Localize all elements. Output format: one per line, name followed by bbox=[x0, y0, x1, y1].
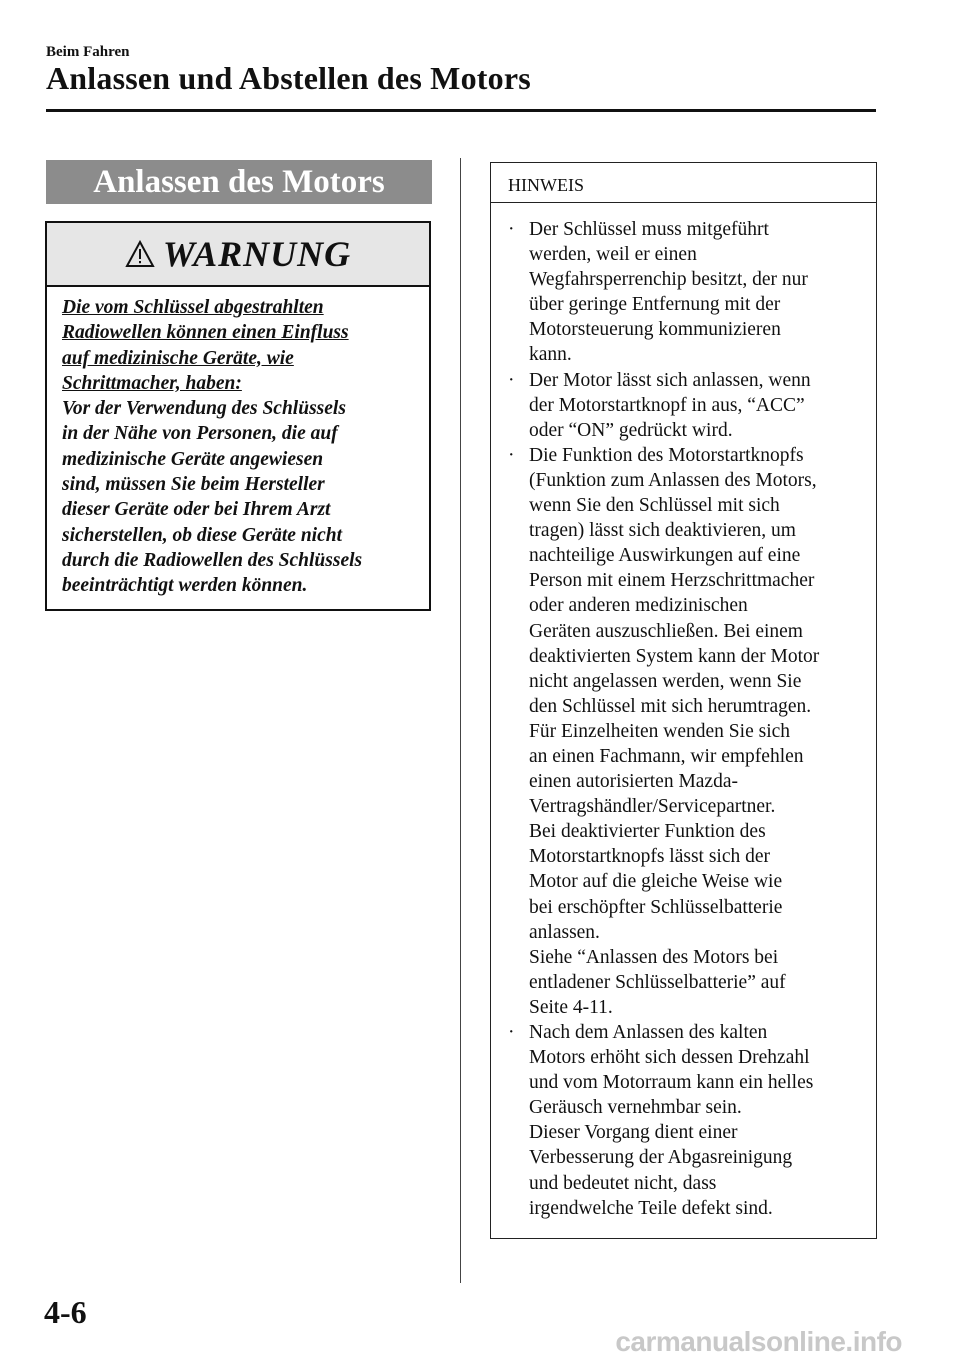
note-line: Motorsteuerung kommunizieren bbox=[529, 319, 781, 341]
warning-underlined-line: Radiowellen können einen Einfluss bbox=[62, 322, 349, 344]
warning-line: dieser Geräte oder bei Ihrem Arzt bbox=[62, 499, 331, 521]
note-line: Für Einzelheiten wenden Sie sich bbox=[529, 720, 791, 742]
note-line: bei erschöpfter Schlüsselbatterie bbox=[529, 896, 783, 918]
note-item bbox=[491, 368, 876, 443]
warning-line: sicherstellen, ob diese Geräte nicht bbox=[62, 524, 343, 546]
note-line: Die Funktion des Motorstartknopfs bbox=[529, 444, 804, 466]
note-line: Verbesserung der Abgasreinigung bbox=[529, 1147, 793, 1169]
bullet-icon: · bbox=[508, 444, 515, 466]
warning-underlined-line: auf medizinische Geräte, wie bbox=[62, 347, 294, 369]
page-number: 4-6 bbox=[44, 1294, 87, 1330]
warning-title: WARNUNG bbox=[162, 234, 352, 274]
note-line: entladener Schlüsselbatterie” auf bbox=[529, 971, 786, 993]
bullet-icon: · bbox=[508, 369, 515, 391]
note-line: einen autorisierten Mazda- bbox=[529, 771, 738, 793]
note-item bbox=[491, 443, 876, 1020]
note-line: nachteilige Auswirkungen auf eine bbox=[529, 545, 801, 567]
note-line: Wegfahrsperrenchip besitzt, der nur bbox=[529, 269, 808, 291]
note-line: deaktivierten System kann der Motor bbox=[529, 645, 820, 667]
bullet-icon: · bbox=[508, 219, 515, 240]
note-line: anlassen. bbox=[529, 921, 600, 943]
note-line: Geräusch vernehmbar sein. bbox=[529, 1097, 742, 1119]
note-list bbox=[491, 203, 876, 1221]
note-line: Geräten auszuschließen. Bei einem bbox=[529, 620, 803, 642]
column-divider bbox=[460, 158, 461, 1283]
note-item bbox=[491, 1020, 876, 1221]
page-title: Anlassen und Abstellen des Motors bbox=[46, 60, 531, 96]
warning-line: Vor der Verwendung des Schlüssels bbox=[62, 398, 346, 420]
note-line: wenn Sie den Schlüssel mit sich bbox=[529, 495, 780, 517]
note-line: (Funktion zum Anlassen des Motors, bbox=[529, 469, 817, 491]
note-line: kann. bbox=[529, 344, 572, 366]
note-line: über geringe Entfernung mit der bbox=[529, 294, 781, 316]
note-line: Der Motor lässt sich anlassen, wenn bbox=[529, 369, 811, 391]
note-line: nicht angelassen werden, wenn Sie bbox=[529, 670, 802, 692]
note-line: Nach dem Anlassen des kalten bbox=[529, 1022, 768, 1043]
warning-line: sind, müssen Sie beim Hersteller bbox=[62, 474, 325, 496]
section-label: Beim Fahren bbox=[46, 44, 130, 60]
note-line: werden, weil er einen bbox=[529, 244, 697, 266]
note-line: irgendwelche Teile defekt sind. bbox=[529, 1197, 773, 1219]
note-line: Bei deaktivierter Funktion des bbox=[529, 821, 766, 843]
warning-text bbox=[47, 287, 429, 599]
note-line: an einen Fachmann, wir empfehlen bbox=[529, 745, 804, 767]
note-line: Vertragshändler/Servicepartner. bbox=[529, 796, 776, 818]
note-line: Motor auf die gleiche Weise wie bbox=[529, 871, 783, 893]
note-line: Motors erhöht sich dessen Drehzahl bbox=[529, 1047, 810, 1069]
section-heading: Anlassen des Motors bbox=[46, 160, 432, 204]
note-line: Person mit einem Herzschrittmacher bbox=[529, 570, 815, 592]
note-line: oder “ON” gedrückt wird. bbox=[529, 419, 733, 441]
note-line: den Schlüssel mit sich herumtragen. bbox=[529, 695, 812, 717]
note-box bbox=[490, 162, 877, 1239]
warning-underlined-line: Die vom Schlüssel abgestrahlten bbox=[62, 297, 324, 318]
note-line: Motorstartknopfs lässt sich der bbox=[529, 846, 771, 868]
note-line: oder anderen medizinischen bbox=[529, 595, 748, 617]
warning-box bbox=[45, 221, 431, 611]
warning-line: durch die Radiowellen des Schlüssels bbox=[62, 549, 363, 571]
note-line: Siehe “Anlassen des Motors bei bbox=[529, 946, 779, 968]
note-line: Seite 4-11. bbox=[529, 996, 613, 1018]
watermark: carmanualsonline.info bbox=[615, 1326, 902, 1357]
warning-triangle-icon bbox=[125, 240, 155, 268]
note-line: und bedeutet nicht, dass bbox=[529, 1172, 717, 1194]
note-line: und vom Motorraum kann ein helles bbox=[529, 1072, 814, 1094]
note-line: der Motorstartknopf in aus, “ACC” bbox=[529, 394, 805, 416]
warning-underlined-line: Schrittmacher, haben: bbox=[62, 372, 242, 394]
note-line: tragen) lässt sich deaktivieren, um bbox=[529, 520, 796, 542]
warning-line: in der Nähe von Personen, die auf bbox=[62, 423, 338, 445]
title-divider bbox=[46, 109, 876, 112]
note-line: Der Schlüssel muss mitgeführt bbox=[529, 219, 769, 240]
bullet-icon: · bbox=[508, 1022, 515, 1043]
note-title: HINWEIS bbox=[491, 163, 876, 203]
warning-line: beeinträchtigt werden können. bbox=[62, 575, 308, 597]
warning-header bbox=[47, 223, 429, 287]
warning-line: medizinische Geräte angewiesen bbox=[62, 448, 324, 470]
note-item bbox=[491, 217, 876, 368]
note-line: Dieser Vorgang dient einer bbox=[529, 1122, 738, 1144]
